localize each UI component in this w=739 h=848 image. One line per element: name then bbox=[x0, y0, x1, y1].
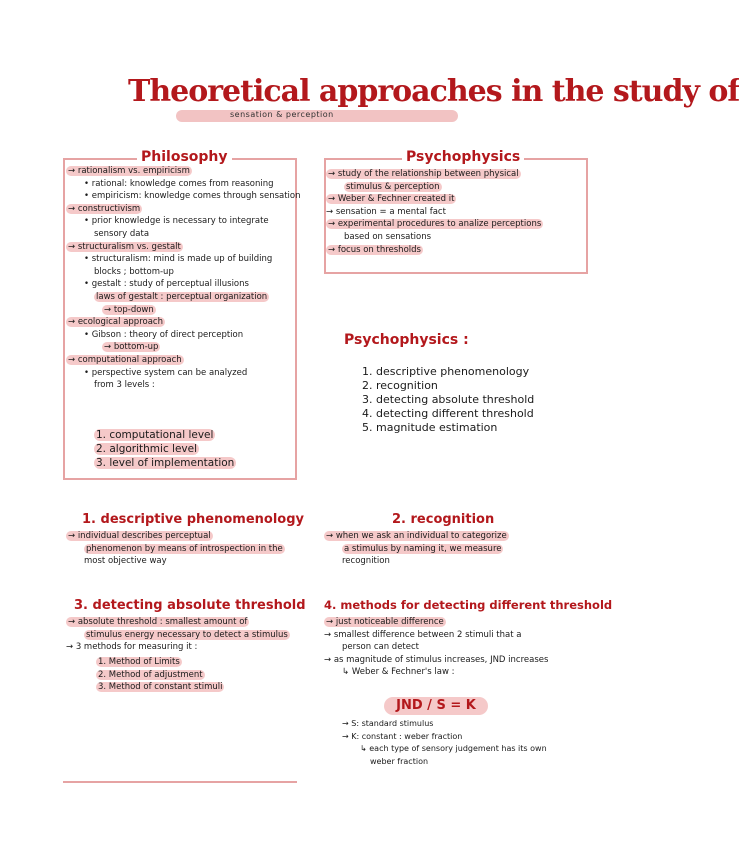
list-item: → when we ask an individual to categorize bbox=[326, 531, 507, 541]
section-3-content bbox=[66, 616, 298, 654]
list-item: → rationalism vs. empiricism bbox=[68, 166, 190, 176]
list-item: → as magnitude of stimulus increases, JND increases bbox=[324, 654, 549, 665]
list-item: based on sensations bbox=[344, 231, 432, 242]
list-item: → sensation = a mental fact bbox=[326, 206, 446, 217]
list-item: → absolute threshold : smallest amount of bbox=[68, 617, 248, 627]
list-item: person can detect bbox=[342, 642, 420, 653]
list-item: → 3 methods for measuring it : bbox=[66, 642, 198, 653]
list-item: → constructivism bbox=[68, 203, 141, 214]
list-item: → focus on thresholds bbox=[328, 244, 421, 255]
list-item: 1. descriptive phenomenology bbox=[362, 365, 530, 378]
list-item: 2. algorithmic level bbox=[96, 443, 198, 455]
jnd-formula: JND / S = K bbox=[384, 697, 488, 715]
bottom-divider bbox=[63, 781, 297, 783]
page-subtitle: sensation & perception bbox=[230, 110, 334, 119]
philosophy-content bbox=[66, 165, 301, 392]
section-3-methods bbox=[96, 656, 224, 694]
list-item: → ecological approach bbox=[68, 317, 163, 328]
list-item: 3. Method of constant stimuli bbox=[98, 682, 223, 693]
list-item: → bottom-up bbox=[104, 342, 159, 353]
psychophysics-box-content bbox=[326, 168, 584, 256]
list-item: → experimental procedures to analize perceptions bbox=[328, 219, 542, 230]
section-1-heading: 1. descriptive phenomenology bbox=[82, 512, 305, 527]
list-item: → study of the relationship between physical bbox=[328, 169, 519, 179]
list-item: weber fraction bbox=[370, 756, 429, 766]
list-item: phenomenon by means of introspection in the bbox=[86, 543, 283, 554]
section-4-notes bbox=[342, 718, 586, 768]
list-item: 2. Method of adjustment bbox=[98, 669, 203, 680]
list-item: 1. Method of Limits bbox=[98, 657, 180, 667]
list-item: ↳ each type of sensory judgement has its own bbox=[360, 744, 547, 754]
list-item: → S: standard stimulus bbox=[342, 719, 434, 728]
list-item: a stimulus by naming it, we measure bbox=[344, 543, 502, 554]
psychophysics-list-heading: Psychophysics : bbox=[344, 332, 469, 348]
list-item: stimulus & perception bbox=[346, 181, 440, 192]
list-item: → just noticeable difference bbox=[326, 617, 444, 627]
list-item: 2. recognition bbox=[362, 379, 438, 392]
list-item: most objective way bbox=[84, 556, 167, 567]
list-item: → top-down bbox=[104, 304, 154, 315]
list-item: → Weber & Fechner created it bbox=[328, 194, 455, 205]
list-item: 5. magnitude estimation bbox=[362, 421, 498, 434]
list-item: → K: constant : weber fraction bbox=[342, 731, 463, 741]
list-item: from 3 levels : bbox=[94, 380, 155, 391]
list-item: → structuralism vs. gestalt bbox=[68, 241, 181, 252]
list-item: • prior knowledge is necessary to integrate bbox=[84, 216, 269, 227]
section-3-heading: 3. detecting absolute threshold bbox=[74, 598, 306, 613]
list-item: 3. detecting absolute threshold bbox=[362, 393, 535, 406]
list-item: • rational: knowledge comes from reasoning bbox=[84, 178, 274, 189]
list-item: blocks ; bottom-up bbox=[94, 266, 174, 277]
section-4-heading: 4. methods for detecting different threshold bbox=[324, 598, 613, 612]
list-item: • structuralism: mind is made up of building bbox=[84, 254, 273, 265]
list-item: → individual describes perceptual bbox=[68, 531, 211, 541]
list-item: laws of gestalt : perceptual organization bbox=[96, 291, 268, 302]
list-item: stimulus energy necessary to detect a stimulus bbox=[86, 629, 288, 640]
section-2-heading: 2. recognition bbox=[392, 512, 495, 527]
philosophy-heading: Philosophy bbox=[137, 149, 232, 165]
list-item: • Gibson : theory of direct perception bbox=[84, 329, 244, 340]
list-item: 3. level of implementation bbox=[96, 457, 235, 469]
list-item: • empiricism: knowledge comes through sensation bbox=[84, 191, 301, 202]
list-item: → smallest difference between 2 stimuli that a bbox=[324, 629, 522, 640]
list-item: ↳ Weber & Fechner's law : bbox=[342, 667, 455, 678]
page-title: Theoretical approaches in the study of bbox=[128, 74, 739, 109]
section-2-content bbox=[324, 530, 586, 568]
section-1-content bbox=[66, 530, 298, 568]
list-item: sensory data bbox=[94, 228, 150, 239]
psychophysics-list bbox=[362, 365, 534, 435]
section-4-content bbox=[324, 616, 586, 679]
list-item: • gestalt : study of perceptual illusions bbox=[84, 279, 249, 290]
list-item: 4. detecting different threshold bbox=[362, 407, 534, 420]
philosophy-levels bbox=[94, 428, 236, 470]
list-item: • perspective system can be analyzed bbox=[84, 367, 248, 378]
list-item: recognition bbox=[342, 556, 390, 567]
list-item: 1. computational level bbox=[96, 429, 214, 441]
psychophysics-heading: Psychophysics bbox=[402, 149, 524, 165]
list-item: → computational approach bbox=[68, 354, 182, 365]
